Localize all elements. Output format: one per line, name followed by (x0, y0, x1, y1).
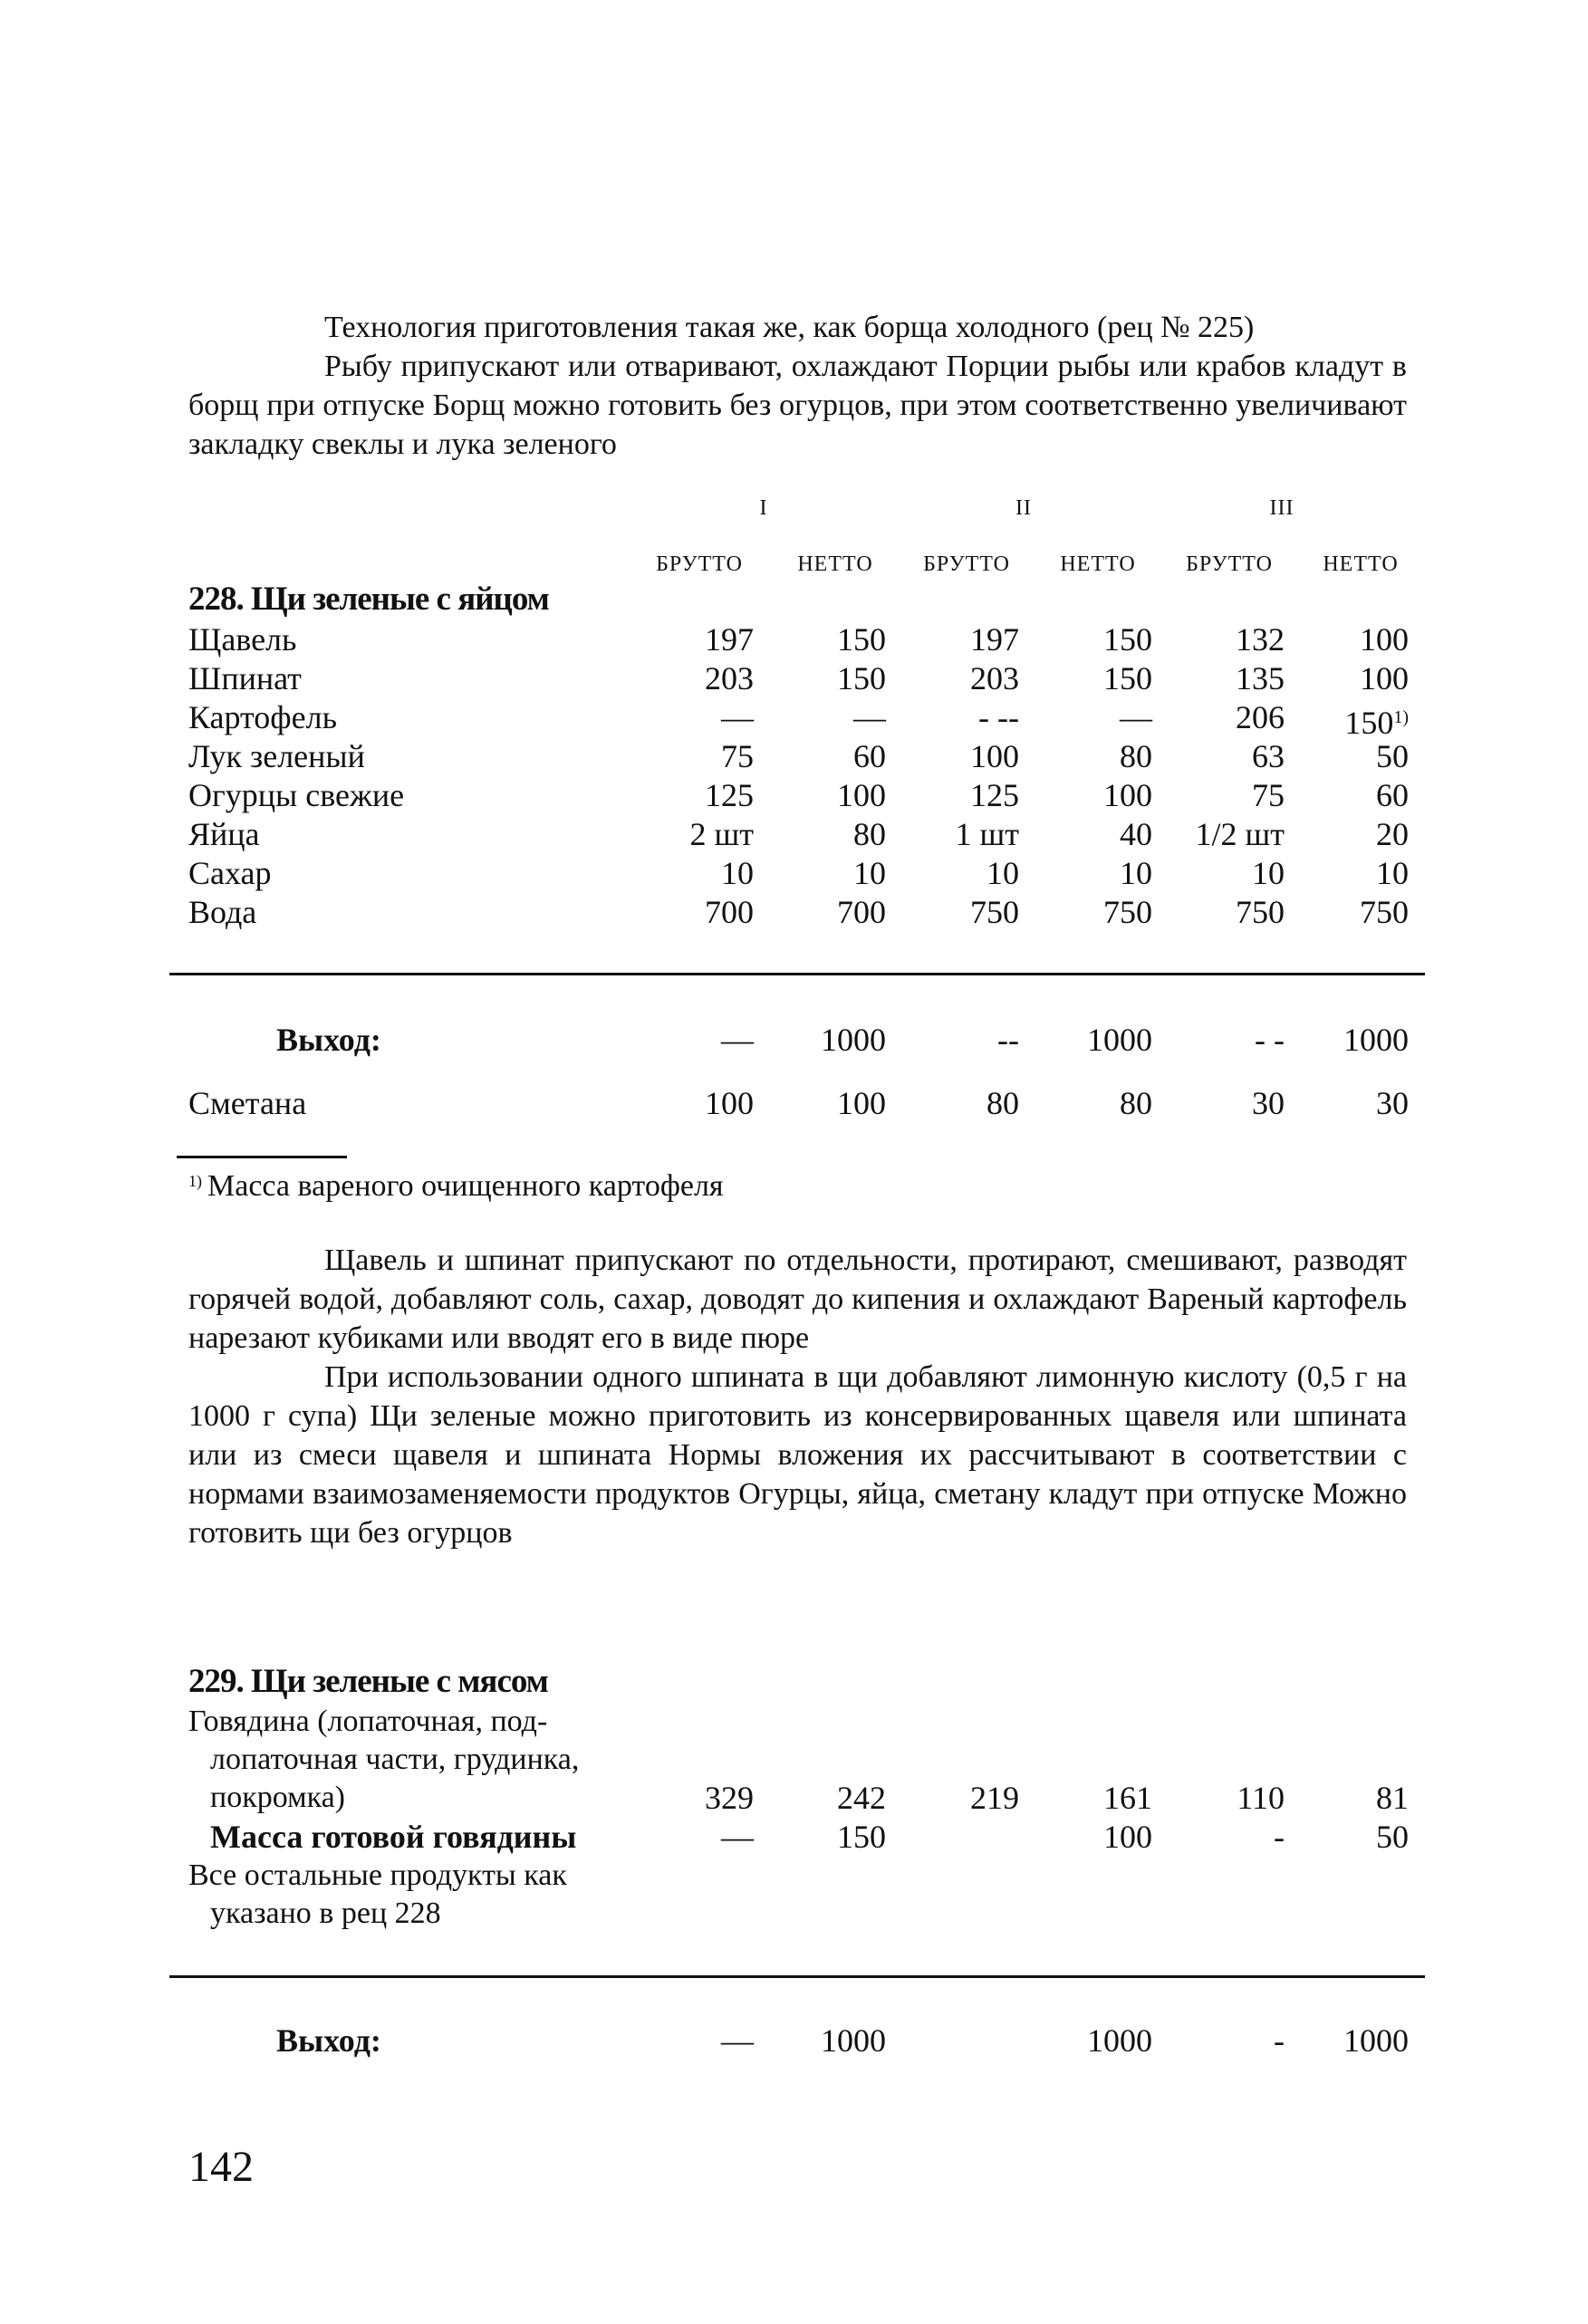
ingredient-value (883, 776, 1019, 815)
cooked-beef-name: Масса готовой говядины (210, 1819, 577, 1855)
ingredient-value-text: 60 (1376, 777, 1409, 813)
ingredient-name: Сахар (188, 855, 272, 891)
ingredient-value-text: 150 (1103, 660, 1152, 696)
ingredient-value (1273, 815, 1409, 854)
ingredient-value-text: 750 (1236, 894, 1285, 930)
ingredient-value-text: — (721, 699, 754, 735)
ingredient-value-text: 750 (970, 894, 1019, 930)
smetana-value: 80 (986, 1085, 1019, 1121)
ingredient-value-text: — (1120, 699, 1152, 735)
ingredient-row (0, 698, 1588, 741)
intro-paragraph-2: Рыбу припускают или отваривают, охлаждают Порции рыбы или крабов кладут в борщ при отпуске Борщ можно готовить без огурцов, при этом соответственно увеличивают закладку свеклы и лука зеленого (188, 350, 1407, 461)
subheader-netto-3: НЕТТО (1323, 552, 1399, 576)
ingredient-value (1016, 893, 1152, 932)
ingredient-row (0, 737, 1588, 776)
ingredient-value (1016, 815, 1152, 854)
ingredient-name: Лук зеленый (188, 738, 365, 774)
output-value: 1000 (1343, 2022, 1409, 2059)
ingredient-value (1016, 659, 1152, 698)
cooked-beef-value: 150 (837, 1819, 886, 1855)
ingredient-value-text: 125 (705, 777, 754, 813)
ingredient-row (0, 893, 1588, 932)
ingredient-value-text: - -- (978, 699, 1019, 735)
ingredient-value-text: 700 (837, 894, 886, 930)
beef-value: 329 (705, 1780, 754, 1816)
output-value: 1000 (821, 2022, 886, 2059)
ingredient-value-text: 75 (721, 738, 754, 774)
output-value: — (721, 1022, 754, 1058)
smetana-value: 100 (837, 1085, 886, 1121)
ingredient-value-text: 80 (853, 816, 886, 852)
ingredient-value (750, 737, 886, 776)
ingredient-value (1273, 659, 1409, 698)
column-group-3: III (1269, 496, 1294, 520)
ingredient-row (0, 620, 1588, 659)
ingredient-value-text: 197 (705, 621, 754, 658)
ingredient-value-text: 75 (1252, 777, 1285, 813)
output-value: 1000 (1087, 1022, 1152, 1058)
ingredient-row (0, 659, 1588, 698)
ingredient-name: Щавель (188, 621, 297, 658)
ingredient-value (750, 698, 886, 737)
ingredient-value-text: 150 (1344, 705, 1394, 741)
rest-products-line-1: Все остальные продукты как (188, 1858, 567, 1892)
smetana-value: 30 (1376, 1085, 1409, 1121)
ingredient-value (1149, 815, 1285, 854)
ingredient-value (883, 737, 1019, 776)
ingredient-value (750, 815, 886, 854)
beef-value: 161 (1103, 1780, 1152, 1816)
column-group-1: I (759, 496, 768, 520)
table-divider (169, 1975, 1425, 1978)
ingredient-value (883, 815, 1019, 854)
beef-value: 81 (1376, 1780, 1409, 1816)
ingredient-value (618, 620, 754, 659)
ingredient-value (618, 815, 754, 854)
subheader-brutto-3: БРУТТО (1186, 552, 1273, 576)
ingredient-value (1149, 893, 1285, 932)
ingredient-value (1149, 737, 1285, 776)
beef-description-line-3: покромка) (210, 1781, 345, 1814)
subheader-brutto-2: БРУТТО (923, 552, 1010, 576)
method-paragraph-2: При использовании одного шпината в щи добавляют лимонную кислоту (0,5 г на 1000 г супа) Щи зеленые можно приготовить из консервированных щавеля или шпината или из смеси щавеля и шпината Нормы вложения их рассчитывают в соответствии с нормами взаимозаменяемости продуктов Огурцы, яйца, сметану кладут при отпуске Можно готовить щи без огурцов (188, 1360, 1407, 1550)
ingredient-value (750, 776, 886, 815)
ingredient-value-text: 150 (1103, 621, 1152, 658)
ingredient-value-text: 20 (1376, 816, 1409, 852)
output-value: - (1274, 2022, 1285, 2059)
ingredient-value-text: 150 (837, 660, 886, 696)
table-divider (169, 973, 1425, 975)
ingredient-value (1016, 737, 1152, 776)
recipe-229-output-row (0, 2020, 1588, 2061)
recipe-228-title: 228. Щи зеленые с яйцом (188, 581, 549, 618)
ingredient-value-text: 1/2 шт (1195, 816, 1285, 852)
cooked-beef-value: 50 (1376, 1819, 1409, 1855)
ingredient-value-text: 10 (721, 855, 754, 891)
smetana-value: 80 (1120, 1085, 1152, 1121)
subheader-netto-2: НЕТТО (1060, 552, 1136, 576)
ingredient-value (1149, 776, 1285, 815)
ingredient-name: Огурцы свежие (188, 777, 405, 813)
ingredient-name: Шпинат (188, 660, 302, 696)
rest-products-line-2: указано в рец 228 (210, 1897, 441, 1930)
ingredient-value (1149, 620, 1285, 659)
ingredient-value (618, 776, 754, 815)
ingredient-value (1016, 776, 1152, 815)
ingredient-value (1016, 854, 1152, 893)
method-paragraph-1: Щавель и шпинат припускают по отдельности, протирают, смешивают, разводят горячей водой, добавляют соль, сахар, доводят до кипения и охлаждают Вареный картофель нарезают кубиками или вводят его в виде пюре (188, 1244, 1407, 1355)
ingredient-value-text: 10 (1252, 855, 1285, 891)
ingredient-value-text: 100 (837, 777, 886, 813)
cooked-beef-value: — (721, 1819, 754, 1855)
cooked-beef-value: - (1274, 1819, 1285, 1855)
ingredient-value-text: 10 (853, 855, 886, 891)
ingredient-value (618, 737, 754, 776)
ingredient-row (0, 815, 1588, 854)
ingredient-value (1273, 737, 1409, 776)
ingredient-row (0, 854, 1588, 893)
ingredient-value (1016, 620, 1152, 659)
ingredient-value-text: 206 (1236, 699, 1285, 735)
intro-text (188, 308, 1407, 464)
ingredient-value (618, 854, 754, 893)
ingredient-value (618, 659, 754, 698)
intro-paragraph-1: Технология приготовления такая же, как борща холодного (рец № 225) (324, 311, 1255, 344)
ingredient-value-text: 100 (970, 738, 1019, 774)
ingredient-value-text: 203 (705, 660, 754, 696)
output-label: Выход: (276, 1022, 381, 1058)
ingredient-value (750, 620, 886, 659)
ingredient-value-text: 203 (970, 660, 1019, 696)
beef-description-line-2: лопаточная части, грудинка, (210, 1743, 580, 1776)
ingredient-value (750, 893, 886, 932)
ingredient-value-text: 10 (1120, 855, 1152, 891)
output-value: - - (1255, 1022, 1285, 1058)
page-number: 142 (188, 2143, 254, 2191)
ingredient-value (1273, 893, 1409, 932)
ingredient-value-text: 50 (1376, 738, 1409, 774)
method-text (188, 1241, 1407, 1552)
ingredient-value (1149, 659, 1285, 698)
ingredient-value-text: 40 (1120, 816, 1152, 852)
ingredient-value-text: 135 (1236, 660, 1285, 696)
output-value: -- (997, 1022, 1019, 1058)
column-group-2: II (1015, 496, 1032, 520)
ingredient-value-text: 750 (1360, 894, 1409, 930)
beef-value: 110 (1237, 1780, 1285, 1816)
smetana-name: Сметана (188, 1085, 307, 1121)
footnote-mark: 1) (188, 1172, 202, 1190)
ingredient-value (618, 698, 754, 737)
ingredient-value-text: 750 (1103, 894, 1152, 930)
ingredient-value-text: 132 (1236, 621, 1285, 658)
ingredient-value (750, 659, 886, 698)
output-value: — (721, 2022, 754, 2059)
ingredient-value (1016, 698, 1152, 737)
cooked-beef-row (0, 1818, 1588, 1857)
ingredient-value (1273, 776, 1409, 815)
ingredient-value-text: 1 шт (955, 816, 1019, 852)
ingredient-value-text: 2 шт (689, 816, 754, 852)
ingredient-value (883, 620, 1019, 659)
ingredient-name: Яйца (188, 816, 260, 852)
beef-row (0, 1779, 1588, 1818)
ingredient-value-text: — (853, 699, 886, 735)
cooked-beef-value: 100 (1103, 1819, 1152, 1855)
beef-description-line-1: Говядина (лопаточная, под- (188, 1705, 548, 1738)
footnote-mark: 1) (1393, 707, 1409, 727)
ingredient-value-text: 197 (970, 621, 1019, 658)
ingredient-value (1149, 854, 1285, 893)
ingredient-value-text: 100 (1103, 777, 1152, 813)
ingredient-value-text: 60 (853, 738, 886, 774)
output-value: 1000 (821, 1022, 886, 1058)
ingredient-name: Вода (188, 894, 257, 930)
subheader-brutto-1: БРУТТО (656, 552, 743, 576)
ingredient-row (0, 776, 1588, 815)
ingredient-name: Картофель (188, 699, 337, 735)
ingredient-value-text: 100 (1360, 660, 1409, 696)
output-label: Выход: (276, 2022, 381, 2059)
ingredient-value-text: 150 (837, 621, 886, 658)
ingredient-value (1273, 620, 1409, 659)
ingredient-value (1149, 698, 1285, 737)
ingredient-value (883, 854, 1019, 893)
ingredient-value (1273, 854, 1409, 893)
beef-value: 219 (970, 1780, 1019, 1816)
ingredient-value-text: 63 (1252, 738, 1285, 774)
ingredient-value (883, 659, 1019, 698)
ingredient-value (618, 893, 754, 932)
ingredient-value-text: 125 (970, 777, 1019, 813)
beef-value: 242 (837, 1780, 886, 1816)
ingredient-value-text: 10 (1376, 855, 1409, 891)
recipe-229-title: 229. Щи зеленые с мясом (188, 1663, 548, 1700)
output-value: 1000 (1343, 1022, 1409, 1058)
smetana-value: 100 (705, 1085, 754, 1121)
ingredient-value (750, 854, 886, 893)
smetana-row (0, 1082, 1588, 1124)
smetana-value: 30 (1252, 1085, 1285, 1121)
recipe-228-output-row (0, 1019, 1588, 1061)
footnote-text: Масса вареного очищенного картофеля (207, 1169, 724, 1203)
footnote (188, 1162, 724, 1205)
ingredient-value-text: 80 (1120, 738, 1152, 774)
ingredient-value-text: 10 (986, 855, 1019, 891)
footnote-divider (177, 1156, 347, 1158)
ingredient-value-text: 100 (1360, 621, 1409, 658)
ingredient-value (1273, 698, 1409, 743)
output-value: 1000 (1087, 2022, 1152, 2059)
ingredient-value (883, 698, 1019, 737)
ingredient-value (883, 893, 1019, 932)
ingredient-value-text: 700 (705, 894, 754, 930)
subheader-netto-1: НЕТТО (797, 552, 873, 576)
